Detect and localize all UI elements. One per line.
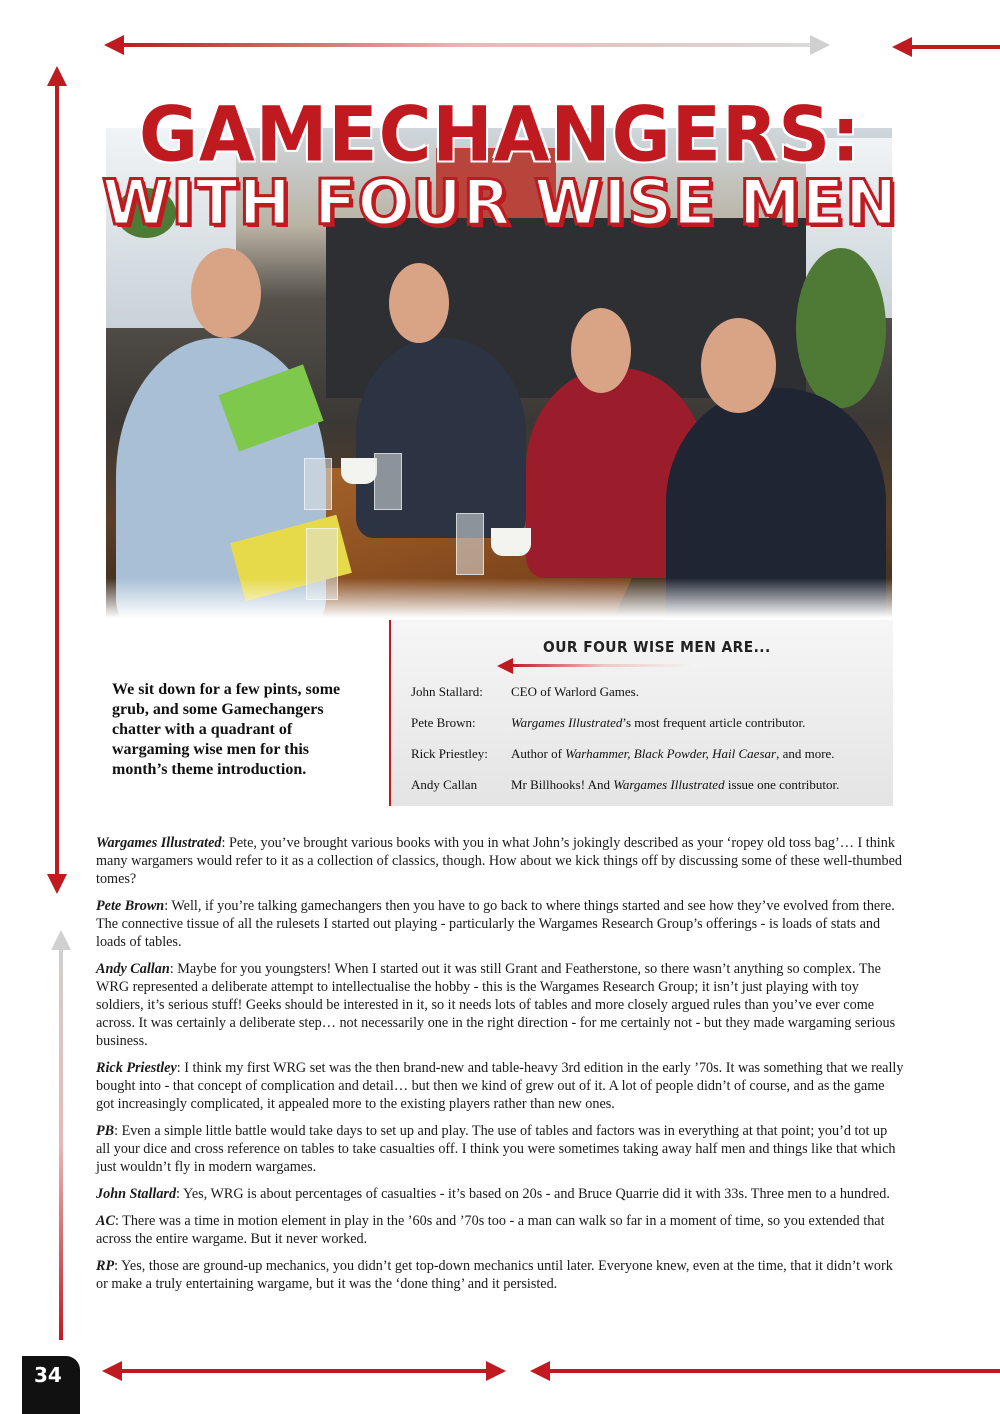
article-paragraph: [96, 1257, 904, 1293]
article-paragraph: [96, 960, 904, 1050]
paragraph-text: : I think my first WRG set was the then brand-new and table-heavy 3rd edition in the early ’70s. It was something that we really bought into - that concept of complication and detail… but then we kind of grew out of it. A lot of people didn’t of course, and as the game got increasingly complicated, it appealed more to the existing players rather than new ones.: [96, 1060, 904, 1112]
person-description: [511, 777, 891, 793]
speaker-name: John Stallard: [96, 1186, 177, 1202]
paragraph-text: : Yes, WRG is about percentages of casualties - it’s based on 20s - and Bruce Quarrie did it with 33s. Three men to a hundred.: [176, 1186, 890, 1202]
description-fragment: , and more.: [776, 746, 835, 761]
intro-standfirst: We sit down for a few pints, some grub, and some Gamechangers chatter with a quadrant of wargaming wise men for this month’s theme introduction.: [112, 681, 341, 778]
title-line-2: WITH FOUR WISE MEN: [102, 166, 898, 239]
person-name: Rick Priestley:: [411, 746, 488, 761]
person-description: [511, 746, 891, 762]
panel-arrow: [497, 664, 697, 668]
person-description: [511, 715, 891, 731]
speaker-name: Pete Brown: [96, 898, 165, 914]
paragraph-text: : Pete, you’ve brought various books with you in what John’s jokingly described as your ‘ropey old toss bag’… I think many wargamers would refer to it as a collection of classics, though. How about we kick things off by discussing some of these well-thumbed tomes?: [96, 835, 903, 887]
article-paragraph: [96, 1185, 904, 1203]
article-paragraph: [96, 1059, 904, 1113]
paragraph-text: : Even a simple little battle would take days to set up and play. The use of tables and factors was in everything at that point; you’d tot up all your dice and cross reference on tables to take casualties off. I think you were sometimes taking away half men and things like that which just wouldn’t fly in modern wargames.: [96, 1123, 896, 1175]
description-fragment: Mr Billhooks! And: [511, 777, 614, 792]
article-paragraph: [96, 1212, 904, 1248]
person-name: John Stallard:: [411, 684, 483, 699]
left-vertical-arrow-bottom: [59, 930, 63, 1340]
article-paragraph: [96, 897, 904, 951]
article-paragraph: [96, 1122, 904, 1176]
paragraph-text: : Well, if you’re talking gamechangers then you have to go back to where things started and see how they’ve evolved from there. The connective tissue of all the rulesets I started out playing - particularly the Wargames Research Group’s offerings - is loads of stats and loads of tables.: [96, 898, 895, 950]
person-description: [511, 684, 891, 700]
bottom-left-arrow: [102, 1369, 506, 1373]
speaker-name: AC: [96, 1213, 115, 1229]
speaker-name: RP: [96, 1258, 115, 1274]
description-fragment: Warhammer, Black Powder, Hail Caesar: [565, 746, 777, 761]
top-left-arrow: [104, 43, 830, 47]
article-paragraph: [96, 834, 904, 888]
paragraph-text: : Yes, those are ground-up mechanics, you didn’t get top-down mechanics until later. Everyone knew, even at the time, that it didn’t work or make a truly entertaining wargame, but it was the ‘done thing’ and it persisted.: [96, 1258, 893, 1292]
speaker-name: Wargames Illustrated: [96, 835, 222, 851]
speaker-name: Andy Callan: [96, 961, 170, 977]
description-fragment: CEO of Warlord Games.: [511, 684, 639, 699]
speaker-name: PB: [96, 1123, 115, 1139]
paragraph-text: : There was a time in motion element in play in the ’60s and ’70s too - a man can walk so far in a moment of time, so you extended that across the entire wargame. But it never worked.: [96, 1213, 885, 1247]
panel-heading: OUR FOUR WISE MEN ARE...: [543, 638, 771, 656]
wise-men-panel: [389, 620, 893, 806]
speaker-name: Rick Priestley: [96, 1060, 177, 1076]
description-fragment: Wargames Illustrated: [613, 777, 725, 792]
top-right-arrow: [892, 45, 1000, 49]
description-fragment: Author of: [511, 746, 566, 761]
description-fragment: issue one contributor.: [724, 777, 840, 792]
description-fragment: ’s most frequent article contributor.: [622, 715, 806, 730]
description-fragment: Wargames Illustrated: [511, 715, 623, 730]
article-body: [96, 834, 904, 1302]
bottom-right-arrow: [530, 1369, 1000, 1373]
page-number: 34: [22, 1356, 80, 1414]
paragraph-text: : Maybe for you youngsters! When I started out it was still Grant and Featherstone, so there wasn’t anything so complex. The WRG represented a deliberate attempt to intellectualise the hobby - this is the Wargames Research Group; it isn’t just playing with toy soldiers, it’s serious stuff! Geeks should be interested in it, so it needs lots of tables and more closely argued rules than you’ve ever come across. It was certainly a deliberate step… not necessarily one in the right direction - for me certainly not - but they made wargaming serious business.: [96, 961, 896, 1049]
person-name: Pete Brown:: [411, 715, 476, 730]
title-line-1: GAMECHANGERS:: [138, 89, 862, 179]
person-name: Andy Callan: [411, 777, 478, 792]
